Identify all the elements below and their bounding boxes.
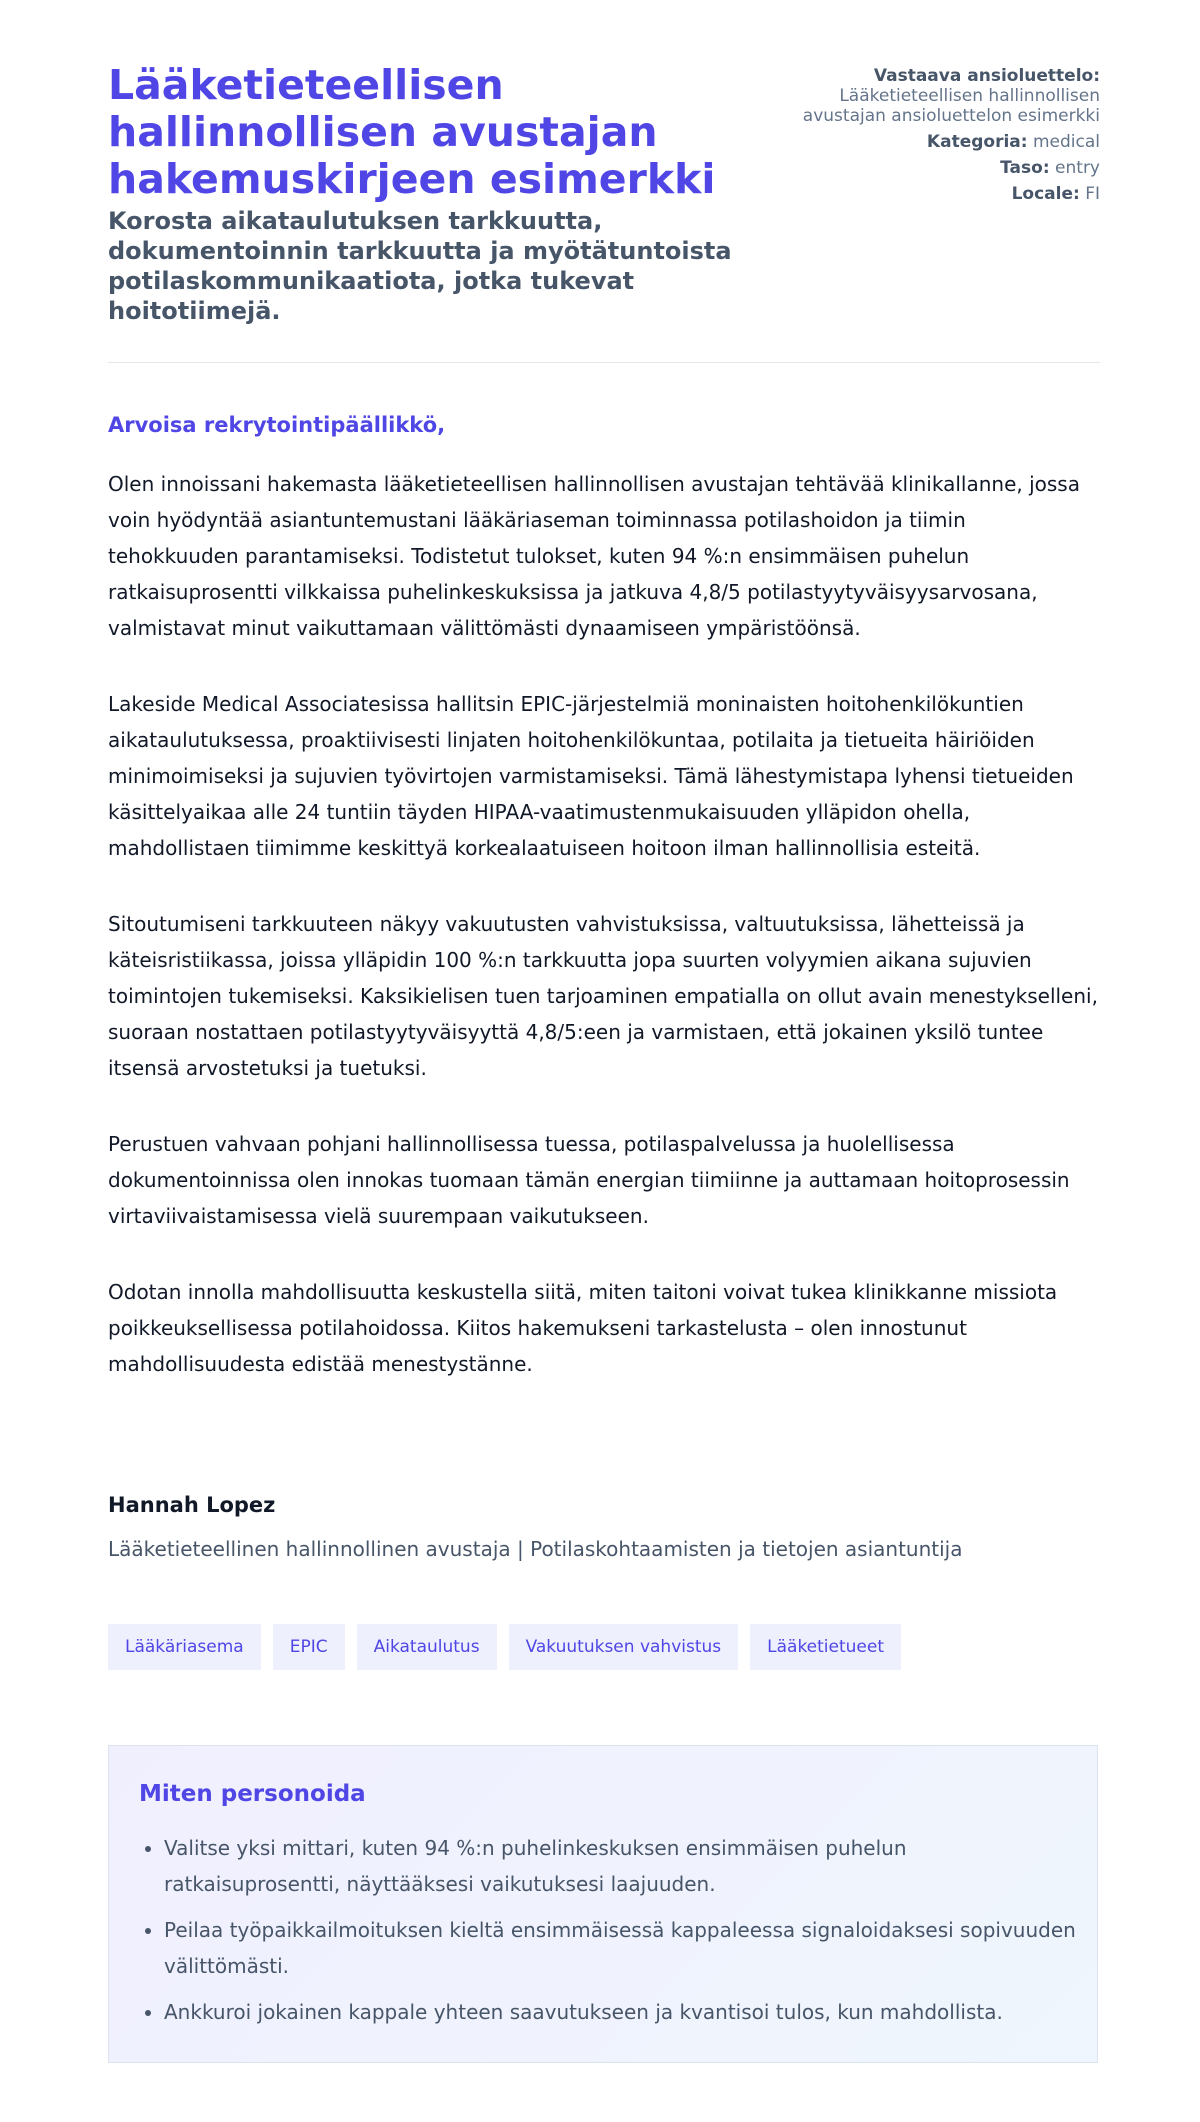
letter-paragraph: Sitoutumiseni tarkkuuteen näkyy vakuutusten vahvistuksissa, valtuutuksissa, lähetteissä ja käteisristiikassa, joissa ylläpidin 100 %:n tarkkuutta jopa suurten volyymien aikana sujuvien toimintojen tukemiseksi. Kaksikielisen tuen tarjoaminen empatialla on ollut avain menestykselleni, suoraan nostattaen potilastyytyväisyyttä 4,8/5:een ja varmistaen, että jokainen yksilö tuntee itsensä arvostetuksi ja tuetuksi. [108,912,1098,1080]
tips-list [139,1830,1084,2040]
meta-category-value: medical [1032,132,1100,152]
meta-locale-label: Locale: [1011,184,1080,204]
page-subtitle: Korosta aikataulutuksen tarkkuutta, dokumentoinnin tarkkuutta ja myötätuntoista potilaskommunikaatiota, jotka tukevat hoitotiimejä. [108,207,732,325]
skill-tag: Vakuutuksen vahvistus [509,1624,739,1670]
page-title: Lääketieteellisen hallinnollisen avustajan hakemuskirjeen esimerkki [108,61,716,203]
skill-tag: Lääkäriasema [108,1624,261,1670]
header-divider [108,362,1100,363]
letter-paragraph: Odotan innolla mahdollisuutta keskustella siitä, miten taitoni voivat tukea klinikkanne missiota poikkeuksellisessa potilahoidossa. Kiitos hakemukseni tarkastelusta – olen innostunut mahdollisuudesta edistää menestystänne. [108,1280,1058,1376]
skill-tag: Lääketietueet [750,1624,901,1670]
letter-paragraph: Perustuen vahvaan pohjani hallinnollisessa tuessa, potilaspalvelussa ja huolellisessa dokumentoinnissa olen innokas tuomaan tämän energian tiimiinne ja auttamaan hoitoprosessin virtaviivaistamisessa vielä suurempaan vaikutukseen. [108,1132,1070,1228]
skill-tag: EPIC [273,1624,345,1670]
skill-tag: Aikataulutus [357,1624,497,1670]
meta-level [770,158,1100,178]
meta-resume-label: Vastaava ansioluettelo: [873,66,1100,86]
meta-category [770,132,1100,152]
skill-tags [108,1624,901,1670]
signature-title: Lääketieteellinen hallinnollinen avustaja | Potilaskohtaamisten ja tietojen asiantuntija [108,1537,963,1561]
tip-item: • Valitse yksi mittari, kuten 94 %:n puhelinkeskuksen ensimmäisen puhelun ratkaisuprosentti, näyttääksesi vaikutuksesi laajuuden. [164,1830,1084,1902]
letter-greeting: Arvoisa rekrytointipäällikkö, [108,413,446,437]
tip-item: • Ankkuroi jokainen kappale yhteen saavutukseen ja kvantisoi tulos, kun mahdollista. [164,1994,1084,2030]
meta-panel [770,66,1100,210]
letter-body [108,466,1100,1422]
meta-level-label: Taso: [1000,158,1050,178]
meta-level-value: entry [1055,158,1100,178]
meta-resume [770,66,1100,126]
letter-paragraph: Lakeside Medical Associatesissa hallitsin EPIC-järjestelmiä moninaisten hoitohenkilökuntien aikataulutuksessa, proaktiivisesti linjaten hoitohenkilökuntaa, potilaita ja tietueita häiriöiden minimoimiseksi ja sujuvien työvirtojen varmistamiseksi. Tämä lähestymistapa lyhensi tietueiden käsittelyaikaa alle 24 tuntiin täyden HIPAA-vaatimustenmukaisuuden ylläpidon ohella, mahdollistaen tiimimme keskittyä korkealaatuiseen hoitoon ilman hallinnollisia esteitä. [108,692,1074,860]
tips-heading: Miten personoida [139,1781,366,1807]
tip-item: • Peilaa työpaikkailmoituksen kieltä ensimmäisessä kappaleessa signaloidaksesi sopivuuden välittömästi. [164,1912,1084,1984]
signature-name: Hannah Lopez [108,1493,276,1517]
letter-paragraph: Olen innoissani hakemasta lääketieteellisen hallinnollisen avustajan tehtävää klinikallanne, jossa voin hyödyntää asiantuntemustani lääkäriaseman toiminnassa potilashoidon ja tiimin tehokkuuden parantamiseksi. Todistetut tulokset, kuten 94 %:n ensimmäisen puhelun ratkaisuprosentti vilkkaissa puhelinkeskuksissa ja jatkuva 4,8/5 potilastyytyväisyysarvosana, valmistavat minut vaikuttamaan välittömästi dynaamiseen ympäristöönsä. [108,472,1080,640]
meta-category-label: Kategoria: [926,132,1028,152]
personalization-tips [108,1745,1098,2063]
meta-locale [770,184,1100,204]
meta-locale-value: FI [1085,184,1100,204]
meta-resume-link[interactable]: Lääketieteellisen hallinnollisen avustajan ansioluettelon esimerkki [802,86,1100,126]
